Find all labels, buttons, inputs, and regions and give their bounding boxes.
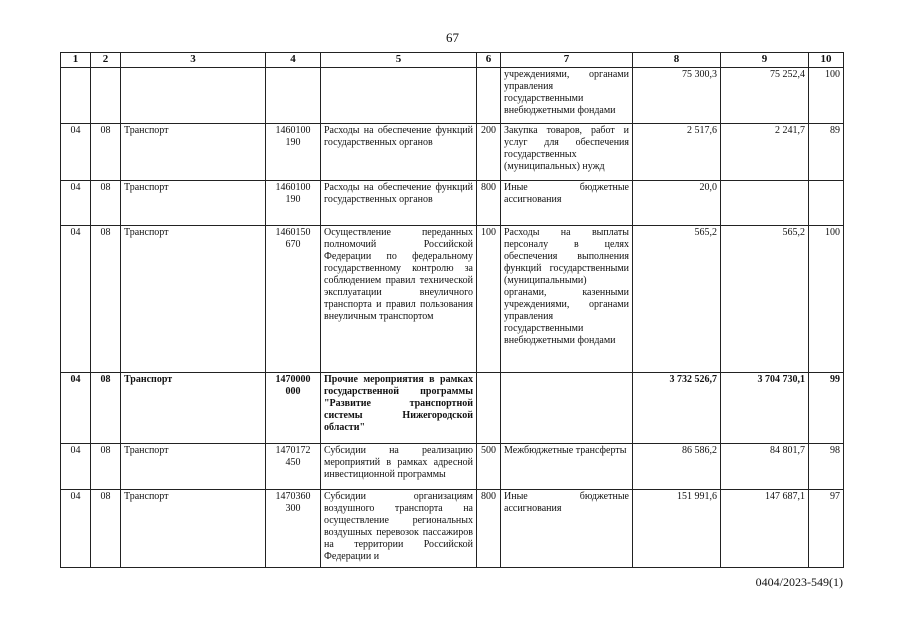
cell-subsection: 08 [91, 490, 121, 568]
cell-description: Субсидии на реализацию мероприятий в рамках адресной инвестиционной программы [321, 444, 477, 490]
cell-target-code: 1460150 670 [266, 226, 321, 373]
cell-subsection: 08 [91, 444, 121, 490]
cell-executed [721, 181, 809, 226]
table-row [61, 490, 844, 568]
cell-section [61, 68, 91, 124]
document-code: 0404/2023-549(1) [755, 575, 843, 589]
table-header-row [61, 53, 844, 68]
cell-planned: 75 300,3 [633, 68, 721, 124]
cell-name: Транспорт [121, 181, 266, 226]
column-header: 3 [121, 53, 266, 68]
cell-name: Транспорт [121, 490, 266, 568]
column-header: 10 [809, 53, 844, 68]
cell-section: 04 [61, 226, 91, 373]
cell-expense-description [501, 373, 633, 444]
cell-description: Осуществление переданных полномочий Российской Федерации по федеральному государственному контролю за соблюдением правил технической эксплуатации внеуличного транспорта и правил пользования внеуличным транспортом [321, 226, 477, 373]
cell-name [121, 68, 266, 124]
cell-target-code: 1470172 450 [266, 444, 321, 490]
cell-description: Прочие мероприятия в рамках государственной программы "Развитие транспортной системы Нижегородской области" [321, 373, 477, 444]
cell-target-code [266, 68, 321, 124]
cell-executed: 565,2 [721, 226, 809, 373]
cell-planned: 2 517,6 [633, 124, 721, 181]
cell-percent: 97 [809, 490, 844, 568]
cell-percent: 89 [809, 124, 844, 181]
column-header: 7 [501, 53, 633, 68]
cell-description: Расходы на обеспечение функций государственных органов [321, 181, 477, 226]
cell-expense-description: Расходы на выплаты персоналу в целях обеспечения выполнения функций государственными (муниципальными) органами, казенными учреждениями, органами управления государственными внебюджетными фондами [501, 226, 633, 373]
cell-expense-type: 100 [477, 226, 501, 373]
page-number: 67 [446, 30, 459, 45]
cell-percent: 98 [809, 444, 844, 490]
column-header: 6 [477, 53, 501, 68]
cell-section: 04 [61, 444, 91, 490]
column-header: 5 [321, 53, 477, 68]
cell-subsection: 08 [91, 226, 121, 373]
column-header: 1 [61, 53, 91, 68]
cell-expense-description: Закупка товаров, работ и услуг для обеспечения государственных (муниципальных) нужд [501, 124, 633, 181]
cell-description: Субсидии организациям воздушного транспорта на осуществление региональных воздушных перевозок пассажиров на территории Российской Федерации и [321, 490, 477, 568]
cell-expense-type: 200 [477, 124, 501, 181]
cell-expense-type: 800 [477, 181, 501, 226]
cell-description [321, 68, 477, 124]
cell-expense-type [477, 68, 501, 124]
table-row [61, 68, 844, 124]
cell-name: Транспорт [121, 444, 266, 490]
table-row [61, 124, 844, 181]
cell-name: Транспорт [121, 373, 266, 444]
cell-name: Транспорт [121, 226, 266, 373]
cell-expense-type: 500 [477, 444, 501, 490]
cell-planned: 565,2 [633, 226, 721, 373]
cell-planned: 86 586,2 [633, 444, 721, 490]
cell-percent: 100 [809, 68, 844, 124]
cell-percent: 99 [809, 373, 844, 444]
cell-executed: 84 801,7 [721, 444, 809, 490]
column-header: 2 [91, 53, 121, 68]
cell-expense-description: Иные бюджетные ассигнования [501, 181, 633, 226]
cell-subsection: 08 [91, 373, 121, 444]
cell-description: Расходы на обеспечение функций государственных органов [321, 124, 477, 181]
cell-section: 04 [61, 373, 91, 444]
cell-expense-type [477, 373, 501, 444]
cell-percent [809, 181, 844, 226]
table-row [61, 373, 844, 444]
cell-percent: 100 [809, 226, 844, 373]
cell-target-code: 1460100 190 [266, 181, 321, 226]
table-row [61, 181, 844, 226]
cell-section: 04 [61, 490, 91, 568]
column-header: 8 [633, 53, 721, 68]
cell-target-code: 1460100 190 [266, 124, 321, 181]
cell-target-code: 1470360 300 [266, 490, 321, 568]
table-row [61, 226, 844, 373]
table-row [61, 444, 844, 490]
cell-expense-description: учреждениями, органами управления государственными внебюджетными фондами [501, 68, 633, 124]
cell-name: Транспорт [121, 124, 266, 181]
cell-subsection: 08 [91, 181, 121, 226]
cell-expense-type: 800 [477, 490, 501, 568]
cell-expense-description: Иные бюджетные ассигнования [501, 490, 633, 568]
cell-expense-description: Межбюджетные трансферты [501, 444, 633, 490]
cell-target-code: 1470000 000 [266, 373, 321, 444]
cell-subsection: 08 [91, 124, 121, 181]
budget-table [60, 52, 844, 568]
cell-section: 04 [61, 181, 91, 226]
cell-executed: 3 704 730,1 [721, 373, 809, 444]
column-header: 9 [721, 53, 809, 68]
cell-subsection [91, 68, 121, 124]
cell-executed: 75 252,4 [721, 68, 809, 124]
cell-planned: 151 991,6 [633, 490, 721, 568]
cell-section: 04 [61, 124, 91, 181]
column-header: 4 [266, 53, 321, 68]
cell-planned: 20,0 [633, 181, 721, 226]
cell-planned: 3 732 526,7 [633, 373, 721, 444]
cell-executed: 2 241,7 [721, 124, 809, 181]
cell-executed: 147 687,1 [721, 490, 809, 568]
